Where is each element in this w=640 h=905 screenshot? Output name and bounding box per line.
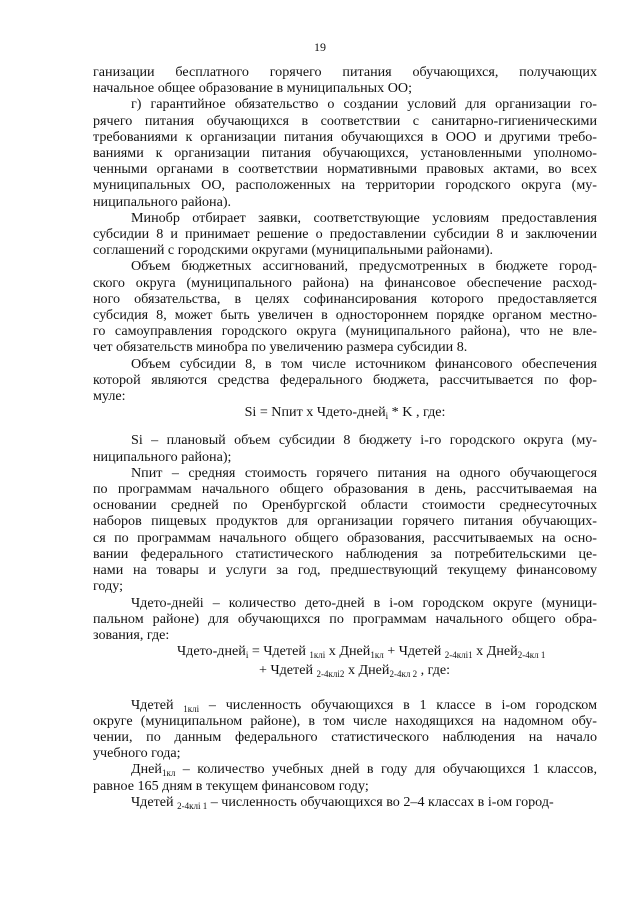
text-line: равное 165 дням в текущем финансовом году;: [93, 777, 369, 794]
text-run: Чдето-дней: [177, 643, 246, 660]
formula-block: [93, 643, 597, 678]
text-line: ниципального района);: [93, 448, 232, 465]
subscript: 1клi: [309, 650, 326, 661]
document-body: [93, 64, 597, 810]
paragraph: [93, 432, 597, 464]
text-line: пальном районе) для обучающихся по программам начального общего обра-: [93, 610, 597, 627]
text-line: го самоуправления городского округа (муниципального района), что не вле-: [93, 323, 597, 340]
paragraph: [93, 465, 597, 595]
text-run: – численность обучающихся в 1 классе в i-ом городском: [199, 696, 597, 713]
text-line: по программам начального общего образования в день, рассчитываемая на: [93, 481, 597, 498]
text-line: рячего питания обучающихся в соответствии с санитарно-гигиеническими: [93, 112, 597, 129]
text-line: субсидия 8, может быть увеличен в одностороннем порядке органом местно-: [93, 307, 597, 324]
subscript: 2-4клi2: [316, 669, 345, 680]
text-run: Чдетей: [131, 793, 178, 810]
text-line: году;: [93, 578, 124, 595]
text-line: Минобр отбирает заявки, соответствующие условиям предоставления: [131, 209, 597, 226]
subscript: 1кл: [161, 768, 176, 779]
text-line: ского округа (муниципального района) на финансовое обеспечение расход-: [93, 274, 597, 291]
text-line: г) гарантийное обязательство о создании условий для организации го-: [131, 96, 597, 113]
text-line: Nпит – средняя стоимость горячего питания на одного обучающегося: [131, 464, 597, 481]
paragraph: [93, 210, 597, 259]
text-run: – численность обучающихся во 2–4 классах в i-ом город-: [207, 793, 554, 810]
text-line: Объем субсидии 8, в том числе источником финансового обеспечения: [131, 355, 597, 372]
subscript: 2-4кл 1: [517, 650, 546, 661]
subscript: 2-4кл 2: [389, 669, 418, 680]
text-run: Si = Nпит x Чдето-дней: [244, 404, 386, 421]
text-run: х Дней: [472, 643, 518, 660]
text-line: ниципального района).: [93, 193, 232, 210]
text-line: Si – плановый объем субсидии 8 бюджету i-го городского округа (му-: [131, 432, 597, 449]
text-run: + Чдетей: [383, 643, 445, 660]
text-run: – количество учебных дней в году для обучающихся 1 классов,: [175, 761, 597, 778]
formula-line: [93, 662, 597, 678]
subscript: 1кл: [370, 650, 384, 661]
subscript: 2-4клi1: [444, 650, 473, 661]
text-line: [93, 794, 597, 810]
formula-line: [93, 643, 597, 659]
text-line: наборов пищевых продуктов для организации горячего питания обучающих-: [93, 513, 597, 530]
text-line: [93, 761, 597, 777]
text-line: округе (муниципальном районе), в том числе находящихся на надомном обу-: [93, 712, 597, 729]
text-line: которой являются средства федерального бюджета, рассчитывается по фор-: [93, 371, 597, 388]
text-line: чет обязательств минобра по увеличению размера субсидии 8.: [93, 339, 468, 356]
text-line: ченными органами в соответствии нормативными правовых актами, во всех: [93, 161, 597, 178]
text-run: , где:: [417, 662, 451, 679]
paragraph: [93, 64, 597, 96]
subscript: 2-4клi 1: [177, 800, 208, 811]
paragraph: [93, 761, 597, 793]
text-run: + Чдетей: [259, 662, 317, 679]
text-line: ся по программам начального общего образования, рассчитываемых на осно-: [93, 529, 597, 546]
text-run: = Чдетей: [248, 643, 310, 660]
text-line: [93, 697, 597, 713]
spacer: [93, 420, 597, 432]
text-line: соглашений с городскими округами (муниципальными районами).: [93, 242, 494, 259]
text-run: * K , где:: [388, 404, 446, 421]
subscript: i: [385, 411, 389, 422]
text-run: х Дней: [344, 662, 390, 679]
text-line: вании федерального статистического наблюдения за потребительскими це-: [93, 545, 597, 562]
text-run: х Дней: [325, 643, 371, 660]
text-line: ного обязательства, в целях софинансирования которого предоставляется: [93, 290, 597, 307]
text-line: муниципальных ОО, расположенных на территории городского округа (му-: [93, 177, 597, 194]
text-line: Чдето-днейi – количество дето-дней в i-ом городском округе (муници-: [131, 594, 597, 611]
text-line: субсидии 8 и принимает решение о предоставлении субсидии 8 и заключении: [93, 226, 597, 243]
text-line: муле:: [93, 388, 126, 405]
paragraph: [93, 356, 597, 405]
paragraph: [93, 595, 597, 644]
page-number: 19: [314, 40, 326, 54]
text-line: чении, по данным федерального статистического наблюдения на начало: [93, 728, 597, 745]
paragraph: [93, 794, 597, 810]
text-line: ганизации бесплатного горячего питания обучающихся, получающих: [93, 64, 597, 80]
text-run: Дней: [131, 761, 162, 778]
paragraph: [93, 96, 597, 209]
formula: [93, 404, 597, 420]
text-line: требованиями к организации питания обучающихся в ООО и другими требо-: [93, 128, 597, 145]
text-line: нами на товары и услуги за год, предшествующий текущему финансовому: [93, 562, 597, 579]
text-line: зования, где:: [93, 626, 170, 643]
paragraph: [93, 258, 597, 355]
text-line: начальное общее образование в муниципальных ОО;: [93, 80, 412, 97]
text-line: основании средней по Оренбургской области стоимости среднесуточных: [93, 497, 597, 514]
text-run: Чдетей: [131, 696, 184, 713]
text-line: учебного года;: [93, 745, 181, 762]
subscript: i: [245, 650, 249, 661]
paragraph: [93, 697, 597, 762]
spacer: [93, 679, 597, 697]
subscript: 1клi: [183, 703, 200, 714]
text-line: Объем бюджетных ассигнований, предусмотренных в бюджете город-: [131, 258, 597, 275]
text-line: ваниями к организации питания обучающихся, установленными уполномо-: [93, 145, 597, 162]
